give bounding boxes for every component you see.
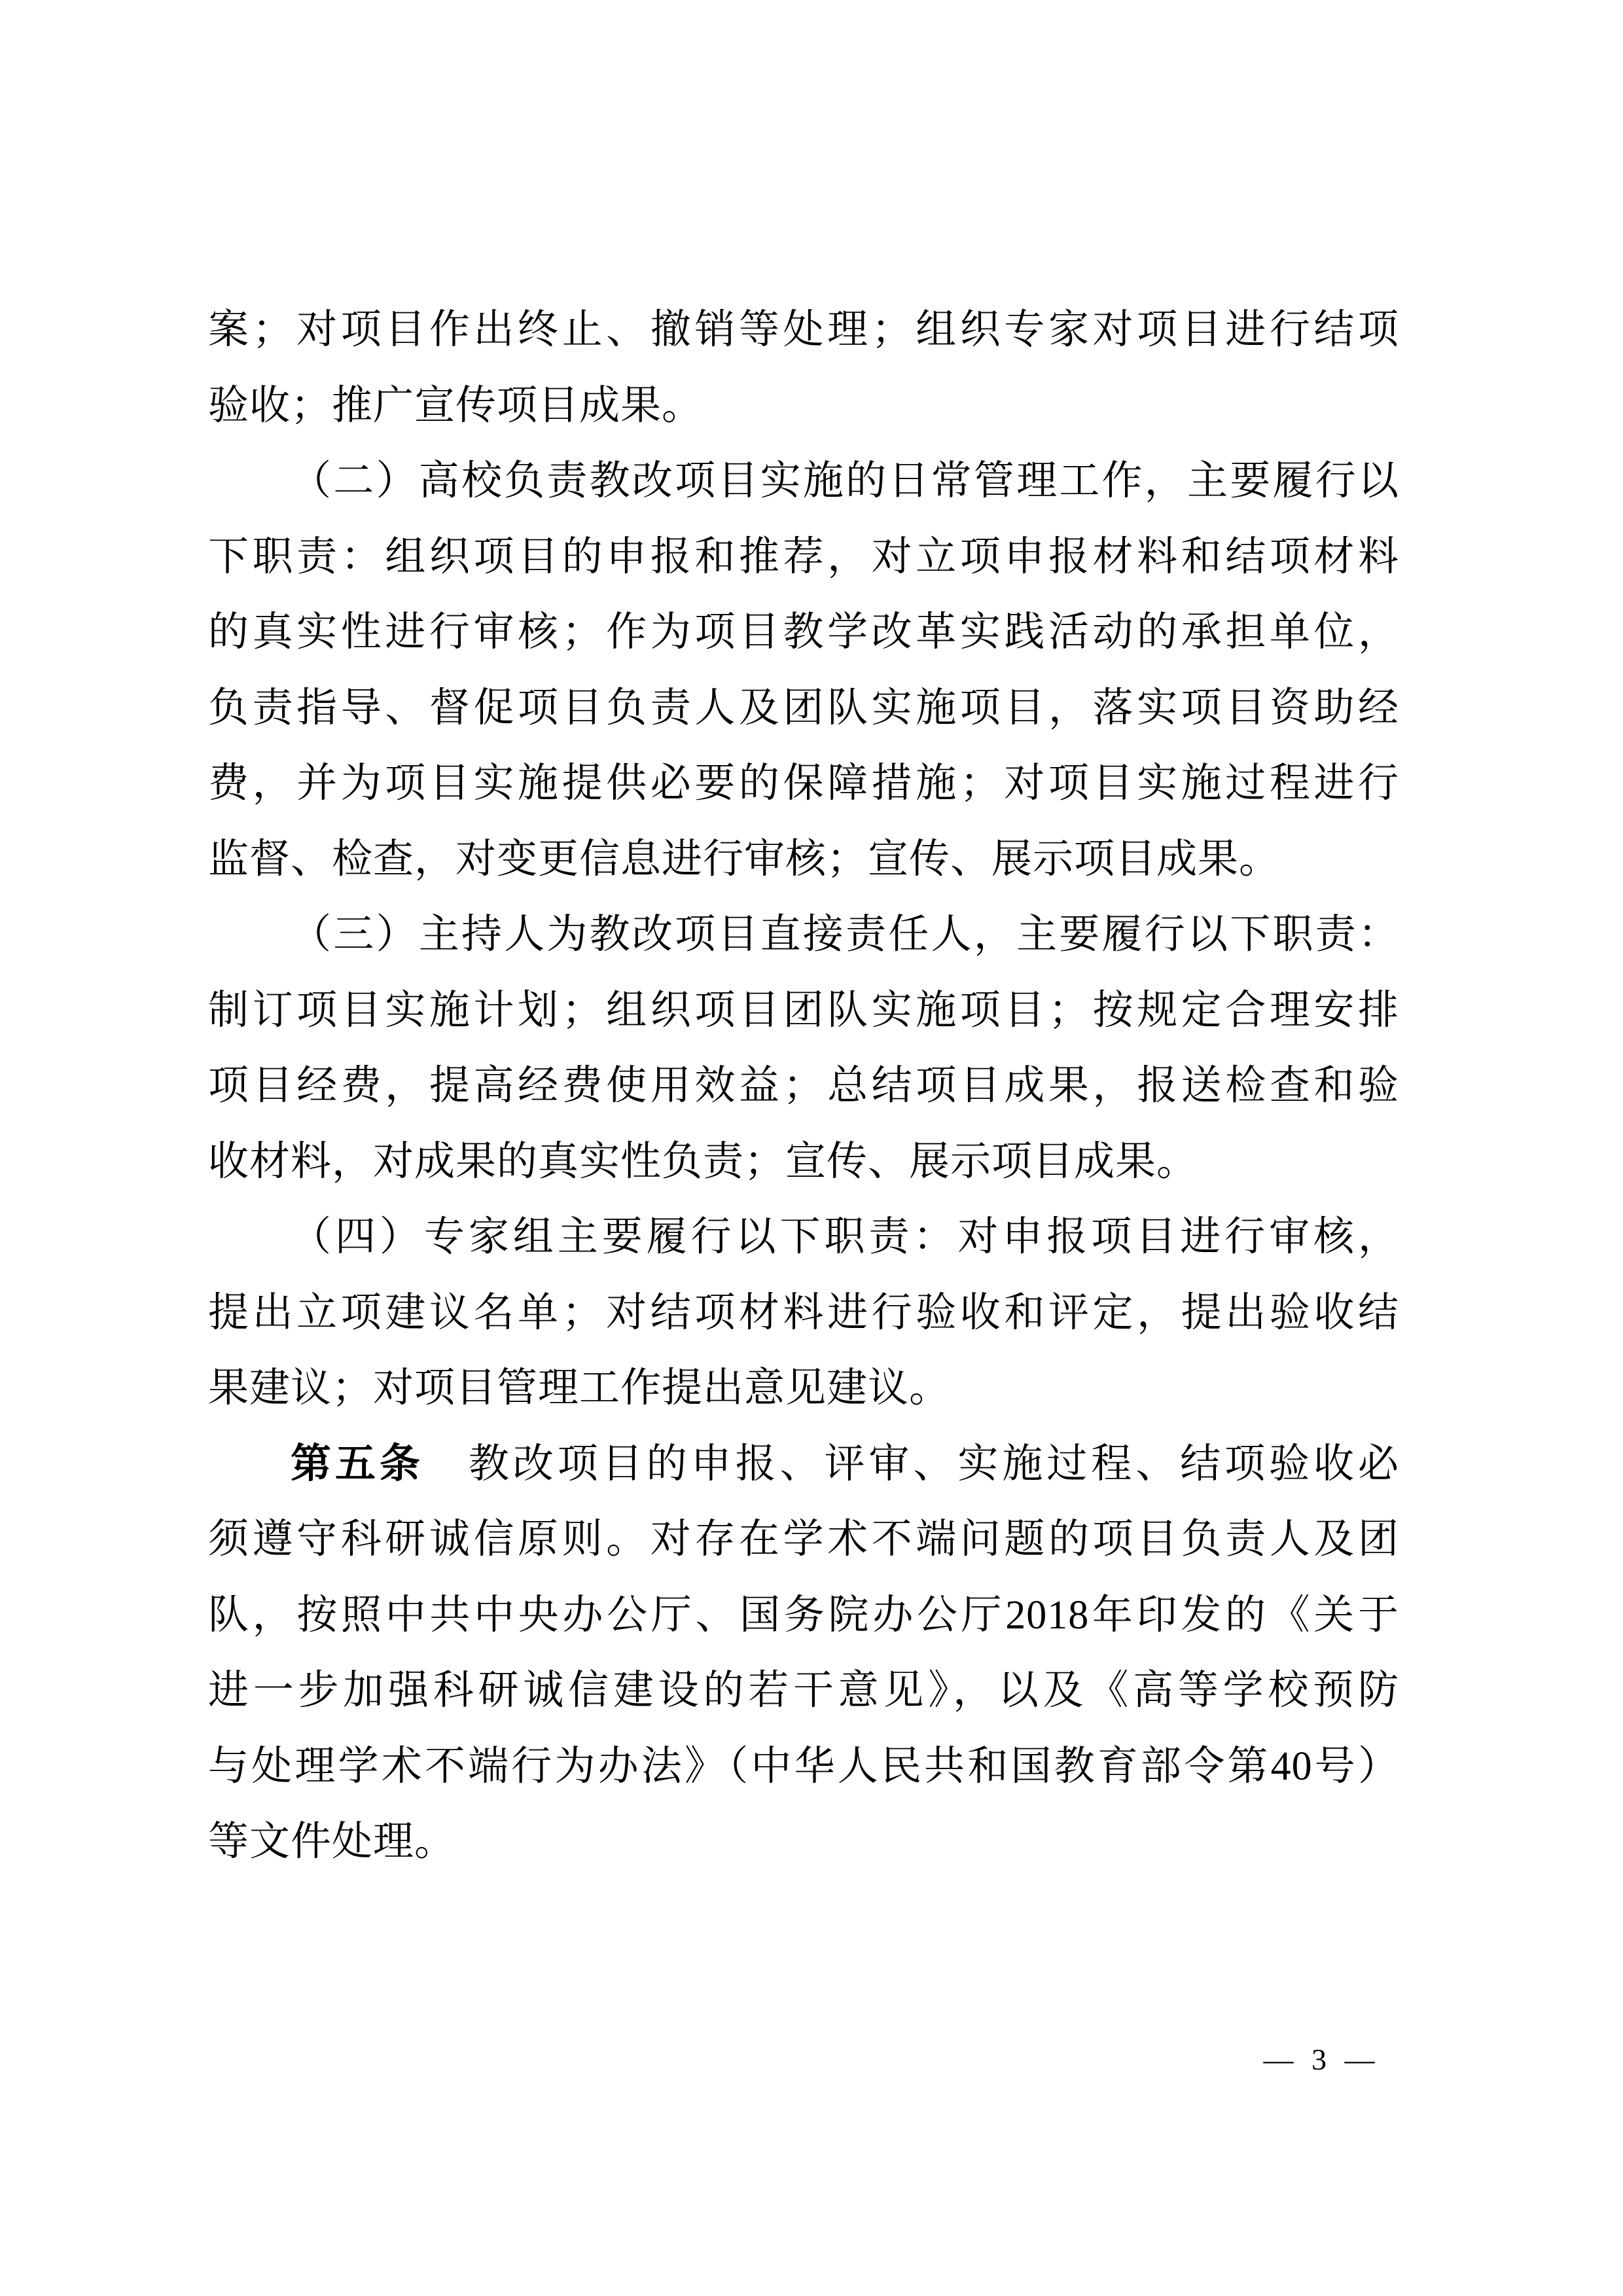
text-line — [208, 520, 1399, 596]
line-text: 进一步加强科研诚信建设的若干意见》，以及《高等学校预防 — [208, 1668, 1399, 1713]
text-line — [208, 671, 1399, 747]
text-line — [208, 746, 1399, 822]
line-text: （三）主持人为教改项目直接责任人，主要履行以下职责： — [291, 912, 1399, 957]
text-line — [208, 1578, 1399, 1654]
text-line — [208, 1124, 1399, 1200]
text-line — [208, 368, 1399, 444]
line-text: 教改项目的申报、评审、实施过程、结项验收必 — [423, 1441, 1399, 1486]
line-text: 队，按照中共中央办公厅、国务院办公厅2018年印发的《关于 — [208, 1592, 1399, 1638]
line-text: 的真实性进行审核；作为项目教学改革实践活动的承担单位， — [208, 610, 1399, 655]
line-text: 须遵守科研诚信原则。对存在学术不端问题的项目负责人及团 — [208, 1517, 1399, 1562]
clause-number: 第五条 — [291, 1441, 424, 1486]
line-text: （二）高校负责教改项目实施的日常管理工作，主要履行以 — [291, 459, 1399, 503]
text-line — [208, 973, 1399, 1049]
text-line — [208, 595, 1399, 671]
line-text: 项目经费，提高经费使用效益；总结项目成果，报送检查和验 — [208, 1064, 1399, 1108]
text-line — [208, 1049, 1399, 1124]
line-text: 提出立项建议名单；对结项材料进行验收和评定，提出验收结 — [208, 1290, 1399, 1335]
line-text: 与处理学术不端行为办法》（中华人民共和国教育部令第40号） — [208, 1744, 1399, 1789]
text-line — [208, 1200, 1399, 1276]
text-line — [208, 444, 1399, 520]
document-body — [208, 293, 1399, 1880]
line-text: （四）专家组主要履行以下职责：对申报项目进行审核， — [291, 1215, 1399, 1259]
line-text: 收材料，对成果的真实性负责；宣传、展示项目成果。 — [208, 1139, 1198, 1184]
text-line — [208, 822, 1399, 898]
text-line — [208, 1276, 1399, 1352]
text-line — [208, 1351, 1399, 1427]
line-text: 费，并为项目实施提供必要的保障措施；对项目实施过程进行 — [208, 761, 1399, 806]
line-text: 下职责：组织项目的申报和推荐，对立项申报材料和结项材料 — [208, 534, 1399, 579]
line-text: 制订项目实施计划；组织项目团队实施项目；按规定合理安排 — [208, 988, 1399, 1033]
line-text: 验收；推广宣传项目成果。 — [208, 383, 704, 428]
text-line — [208, 1729, 1399, 1805]
line-text: 监督、检查，对变更信息进行审核；宣传、展示项目成果。 — [208, 836, 1281, 882]
text-line — [208, 1427, 1399, 1503]
text-line — [208, 897, 1399, 973]
text-line — [208, 293, 1399, 368]
line-text: 案；对项目作出终止、撤销等处理；组织专家对项目进行结项 — [208, 308, 1399, 352]
page-number: — 3 — — [1263, 2043, 1378, 2076]
line-text: 等文件处理。 — [208, 1820, 456, 1864]
text-line — [208, 1804, 1399, 1880]
text-line — [208, 1653, 1399, 1729]
text-line — [208, 1502, 1399, 1578]
line-text: 果建议；对项目管理工作提出意见建议。 — [208, 1366, 951, 1410]
line-text: 负责指导、督促项目负责人及团队实施项目，落实项目资助经 — [208, 685, 1399, 730]
